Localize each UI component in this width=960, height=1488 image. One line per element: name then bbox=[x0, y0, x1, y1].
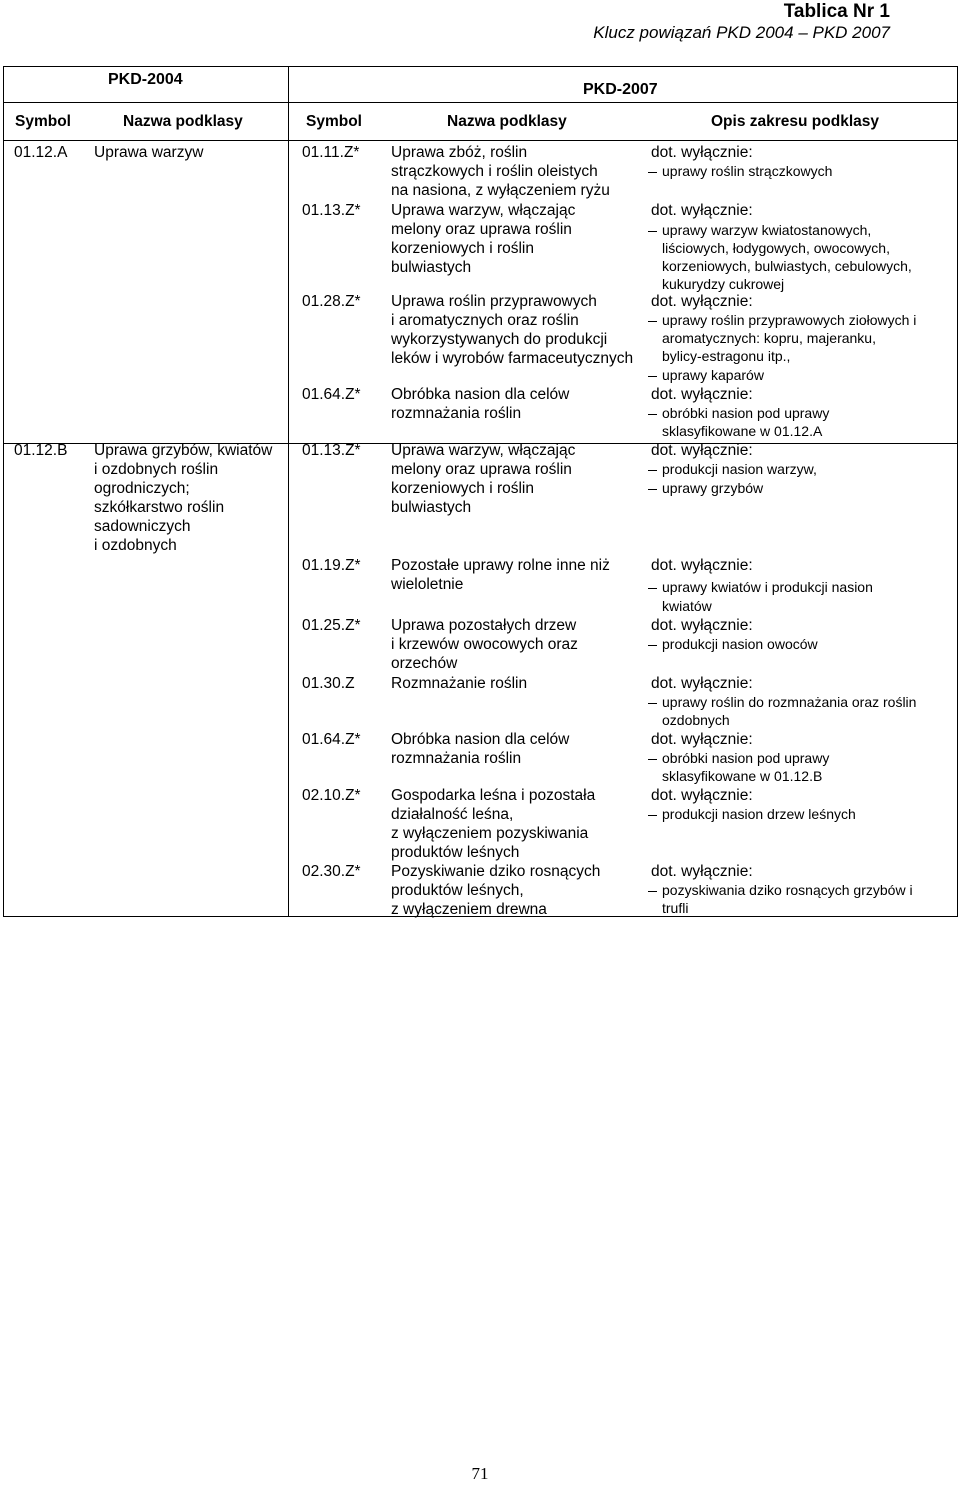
table-top-border bbox=[3, 66, 958, 67]
desc-item-cont: korzeniowych, bulwiastych, cebulowych, bbox=[662, 258, 912, 274]
desc-item-cont: aromatycznych: kopru, majeranku, bbox=[662, 330, 876, 346]
desc-head: dot. wyłącznie: bbox=[651, 557, 753, 574]
row-symbol: 01.30.Z bbox=[302, 675, 355, 692]
desc-head: dot. wyłącznie: bbox=[651, 863, 753, 880]
desc-item: pozyskiwania dziko rosnących grzybów i bbox=[662, 881, 913, 899]
desc-item: uprawy grzybów bbox=[662, 479, 763, 497]
col-description: Opis zakresu podklasy bbox=[711, 113, 879, 130]
row-symbol: 01.64.Z* bbox=[302, 731, 361, 748]
dash-icon bbox=[648, 645, 657, 646]
desc-item: produkcji nasion owoców bbox=[662, 635, 818, 653]
dash-icon bbox=[648, 414, 657, 415]
row-name: bulwiastych bbox=[391, 499, 472, 516]
pkd-column-divider bbox=[288, 66, 289, 917]
row-name: Uprawa roślin przyprawowych bbox=[391, 293, 597, 310]
row-name: Pozostałe uprawy rolne inne niż bbox=[391, 557, 610, 574]
row-name: działalność leśna, bbox=[391, 806, 514, 823]
dash-icon bbox=[648, 321, 657, 322]
row-name: rozmnażania roślin bbox=[391, 405, 522, 422]
desc-head: dot. wyłącznie: bbox=[651, 386, 753, 403]
dash-icon bbox=[648, 588, 657, 589]
row-name: orzechów bbox=[391, 655, 458, 672]
document-subtitle: Klucz powiązań PKD 2004 – PKD 2007 bbox=[593, 23, 890, 42]
row-name: leków i wyrobów farmaceutycznych bbox=[391, 350, 634, 367]
dash-icon bbox=[648, 815, 657, 816]
header-divider bbox=[3, 102, 958, 103]
row-name: na nasiona, z wyłączeniem ryżu bbox=[391, 182, 610, 199]
header-bottom-border bbox=[3, 140, 958, 141]
row-name: korzeniowych i roślin bbox=[391, 240, 534, 257]
row-symbol: 01.13.Z* bbox=[302, 202, 361, 219]
row-symbol: 01.25.Z* bbox=[302, 617, 361, 634]
row-name: Rozmnażanie roślin bbox=[391, 675, 528, 692]
row-name: Uprawa pozostałych drzew bbox=[391, 617, 577, 634]
group-name: sadowniczych bbox=[94, 518, 191, 535]
row-name: produktów leśnych bbox=[391, 844, 520, 861]
row-name: produktów leśnych, bbox=[391, 882, 524, 899]
row-symbol: 01.13.Z* bbox=[302, 442, 361, 459]
dash-icon bbox=[648, 891, 657, 892]
group-name: i ozdobnych bbox=[94, 537, 177, 554]
group-name: Uprawa grzybów, kwiatów bbox=[94, 442, 273, 459]
pkd2004-heading: PKD-2004 bbox=[108, 71, 183, 88]
row-name: bulwiastych bbox=[391, 259, 472, 276]
desc-head: dot. wyłącznie: bbox=[651, 442, 753, 459]
dash-icon bbox=[648, 489, 657, 490]
dash-icon bbox=[648, 172, 657, 173]
col-name-2007: Nazwa podklasy bbox=[447, 113, 567, 130]
group-name: ogrodniczych; bbox=[94, 480, 190, 497]
desc-item: uprawy roślin przyprawowych ziołowych i bbox=[662, 311, 916, 329]
page-number: 71 bbox=[471, 1464, 489, 1483]
group-symbol: 01.12.A bbox=[14, 144, 68, 161]
desc-item: uprawy warzyw kwiatostanowych, bbox=[662, 221, 871, 239]
desc-item-cont: sklasyfikowane w 01.12.A bbox=[662, 423, 823, 439]
row-name: Obróbka nasion dla celów bbox=[391, 386, 570, 403]
desc-item-cont: kukurydzy cukrowej bbox=[662, 276, 785, 292]
desc-item: obróbki nasion pod uprawy bbox=[662, 749, 829, 767]
row-name: i krzewów owocowych oraz bbox=[391, 636, 578, 653]
col-symbol-2007: Symbol bbox=[306, 113, 362, 130]
row-symbol: 01.28.Z* bbox=[302, 293, 361, 310]
row-name: wykorzystywanych do produkcji bbox=[391, 331, 608, 348]
col-name-2004: Nazwa podklasy bbox=[123, 113, 243, 130]
row-name: rozmnażania roślin bbox=[391, 750, 522, 767]
row-name: strączkowych i roślin oleistych bbox=[391, 163, 598, 180]
desc-item: obróbki nasion pod uprawy bbox=[662, 404, 829, 422]
desc-item-cont: liściowych, łodygowych, owocowych, bbox=[662, 240, 890, 256]
row-symbol: 01.11.Z* bbox=[302, 144, 360, 161]
row-symbol: 01.64.Z* bbox=[302, 386, 361, 403]
row-name: i aromatycznych oraz roślin bbox=[391, 312, 579, 329]
desc-item-cont: kwiatów bbox=[662, 598, 712, 614]
col-symbol-2004: Symbol bbox=[15, 113, 71, 130]
pkd2007-heading: PKD-2007 bbox=[583, 81, 658, 98]
row-name: Gospodarka leśna i pozostała bbox=[391, 787, 596, 804]
row-name: Pozyskiwanie dziko rosnących bbox=[391, 863, 601, 880]
dash-icon bbox=[648, 470, 657, 471]
desc-item: uprawy kwiatów i produkcji nasion bbox=[662, 578, 873, 596]
dash-icon bbox=[648, 231, 657, 232]
desc-head: dot. wyłącznie: bbox=[651, 787, 753, 804]
row-name: melony oraz uprawa roślin bbox=[391, 221, 572, 238]
row-symbol: 02.10.Z* bbox=[302, 787, 361, 804]
desc-item: uprawy roślin do rozmnażania oraz roślin bbox=[662, 693, 916, 711]
row-name: z wyłączeniem pozyskiwania bbox=[391, 825, 589, 842]
desc-head: dot. wyłącznie: bbox=[651, 202, 753, 219]
dash-icon bbox=[648, 376, 657, 377]
group-name: Uprawa warzyw bbox=[94, 144, 204, 161]
desc-item: uprawy kaparów bbox=[662, 366, 764, 384]
dash-icon bbox=[648, 703, 657, 704]
dash-icon bbox=[648, 759, 657, 760]
desc-item-cont: trufli bbox=[662, 900, 689, 916]
desc-item: uprawy roślin strączkowych bbox=[662, 162, 832, 180]
group-symbol: 01.12.B bbox=[14, 442, 68, 459]
desc-item-cont: bylicy-estragonu itp., bbox=[662, 348, 791, 364]
desc-head: dot. wyłącznie: bbox=[651, 675, 753, 692]
desc-head: dot. wyłącznie: bbox=[651, 293, 753, 310]
document-title: Tablica Nr 1 bbox=[783, 1, 890, 22]
desc-head: dot. wyłącznie: bbox=[651, 144, 753, 161]
desc-item-cont: sklasyfikowane w 01.12.B bbox=[662, 768, 823, 784]
group-name: i ozdobnych roślin bbox=[94, 461, 219, 478]
row-name: Uprawa warzyw, włączając bbox=[391, 202, 576, 219]
row-name: Uprawa warzyw, włączając bbox=[391, 442, 576, 459]
desc-item-cont: ozdobnych bbox=[662, 712, 730, 728]
row-name: Obróbka nasion dla celów bbox=[391, 731, 570, 748]
desc-item: produkcji nasion drzew leśnych bbox=[662, 805, 856, 823]
row-name: wieloletnie bbox=[391, 576, 464, 593]
row-name: korzeniowych i roślin bbox=[391, 480, 534, 497]
row-symbol: 01.19.Z* bbox=[302, 557, 361, 574]
desc-head: dot. wyłącznie: bbox=[651, 731, 753, 748]
desc-head: dot. wyłącznie: bbox=[651, 617, 753, 634]
row-name: Uprawa zbóż, roślin bbox=[391, 144, 528, 161]
row-symbol: 02.30.Z* bbox=[302, 863, 361, 880]
row-name: melony oraz uprawa roślin bbox=[391, 461, 572, 478]
group-name: szkółkarstwo roślin bbox=[94, 499, 225, 516]
desc-item: produkcji nasion warzyw, bbox=[662, 460, 817, 478]
table-left-border bbox=[3, 66, 4, 917]
row-name: z wyłączeniem drewna bbox=[391, 901, 547, 918]
table-right-border bbox=[957, 66, 958, 917]
